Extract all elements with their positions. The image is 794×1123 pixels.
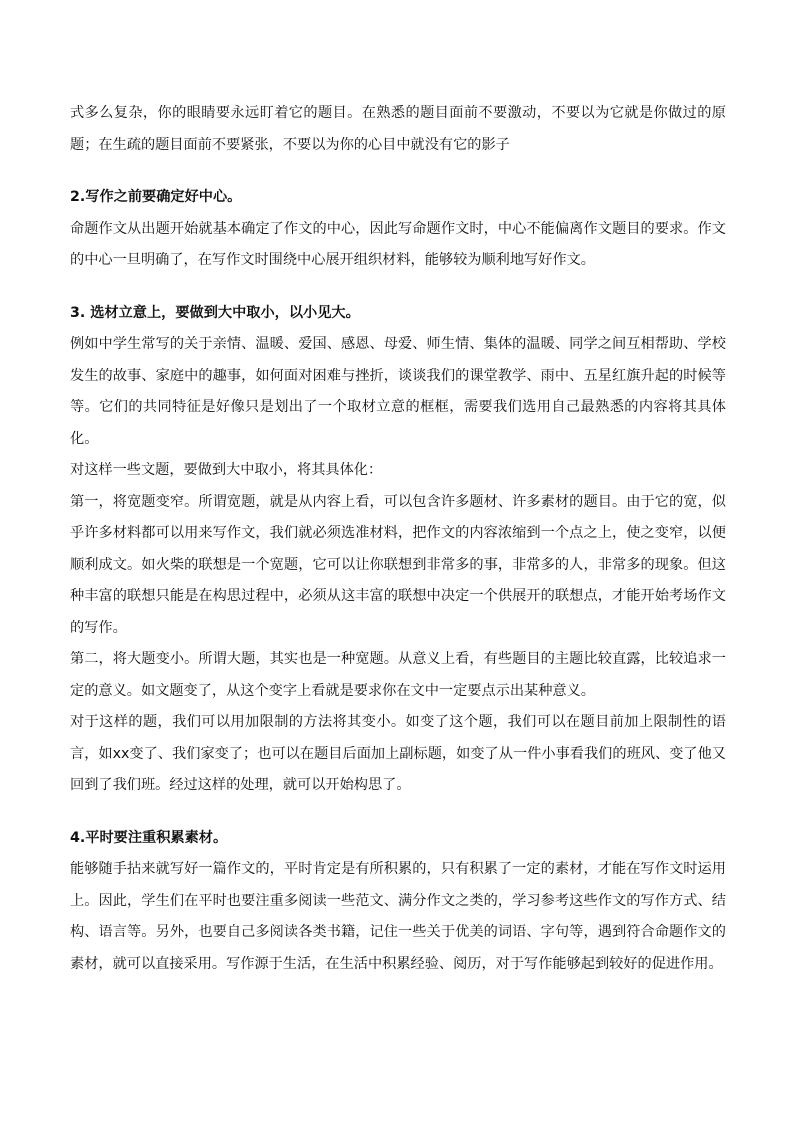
section-3-paragraph-1: 例如中学生常写的关于亲情、温暖、爱国、感恩、母爱、师生情、集体的温暖、同学之间互相帮助、学校发生的故事、家庭中的趣事，如何面对困难与挫折，谈谈我们的课堂教学、雨中、五星红旗升起的时候等等。它们的共同特征是好像只是划出了一个取材立意的框框，需要我们选用自己最熟悉的内容将其具体化。: [70, 336, 726, 447]
intro-paragraph: 式多么复杂，你的眼睛要永远盯着它的题目。在熟悉的题目面前不要激动，不要以为它就是你做过的原题；在生疏的题目面前不要紧张，不要以为你的心目中就没有它的影子: [70, 105, 726, 153]
section-2-heading: 2.写作之前要确定好中心。: [70, 189, 242, 205]
document-page: [70, 98, 726, 980]
section-4-heading: 4.平时要注重积累素材。: [70, 829, 228, 846]
section-3-paragraph-4: 第二，将大题变小。所谓大题，其实也是一种宽题。从意义上看，有些题目的主题比较直露，比较追求一定的意义。如文题变了，从这个变字上看就是要求你在文中一定要点示出某种意义。: [70, 651, 726, 699]
spacer: [70, 802, 726, 823]
spacer: [70, 161, 726, 182]
section-3-paragraph-5: 对于这样的题，我们可以用加限制的方法将其变小。如变了这个题，我们可以在题目前加上限制性的语言，如xx变了、我们家变了；也可以在题目后面加上副标题，如变了从一件小事看我们的班风、变了他又回到了我们班。经过这样的处理，就可以开始构思了。: [70, 714, 726, 793]
section-3-paragraph-2: 对这样一些文题，要做到大中取小，将其具体化：: [70, 462, 383, 478]
section-2-paragraph: 命题作文从出题开始就基本确定了作文的中心，因此写命题作文时，中心不能偏离作文题目的要求。作文的中心一旦明确了，在写作文时围绕中心展开组织材料，能够较为顺利地写好作文。: [70, 220, 726, 268]
spacer: [70, 277, 726, 298]
section-3-paragraph-3: 第一，将宽题变窄。所谓宽题，就是从内容上看，可以包含许多题材、许多素材的题目。由于它的宽，似乎许多材料都可以用来写作文，我们就必须选准材料，把作文的内容浓缩到一个点之上，使之变窄，以便顺利成文。如火柴的联想是一个宽题，它可以让你联想到非常多的事，非常多的人，非常多的现象。但这种丰富的联想只能是在构思过程中，必须从这丰富的联想中决定一个供展开的联想点，才能开始考场作文的写作。: [70, 493, 726, 636]
section-4-paragraph: 能够随手拈来就写好一篇作文的，平时肯定是有所积累的，只有积累了一定的素材，才能在写作文时运用上。因此，学生们在平时也要注重多阅读一些范文、满分作文之类的，学习参考这些作文的写作方式、结构、语言等。另外，也要自己多阅读各类书籍，记住一些关于优美的词语、字句等，遇到符合命题作文的素材，就可以直接采用。写作源于生活，在生活中积累经验、阅历，对于写作能够起到较好的促进作用。: [70, 861, 726, 972]
section-3-heading: 3. 选材立意上，要做到大中取小，以小见大。: [70, 304, 360, 321]
